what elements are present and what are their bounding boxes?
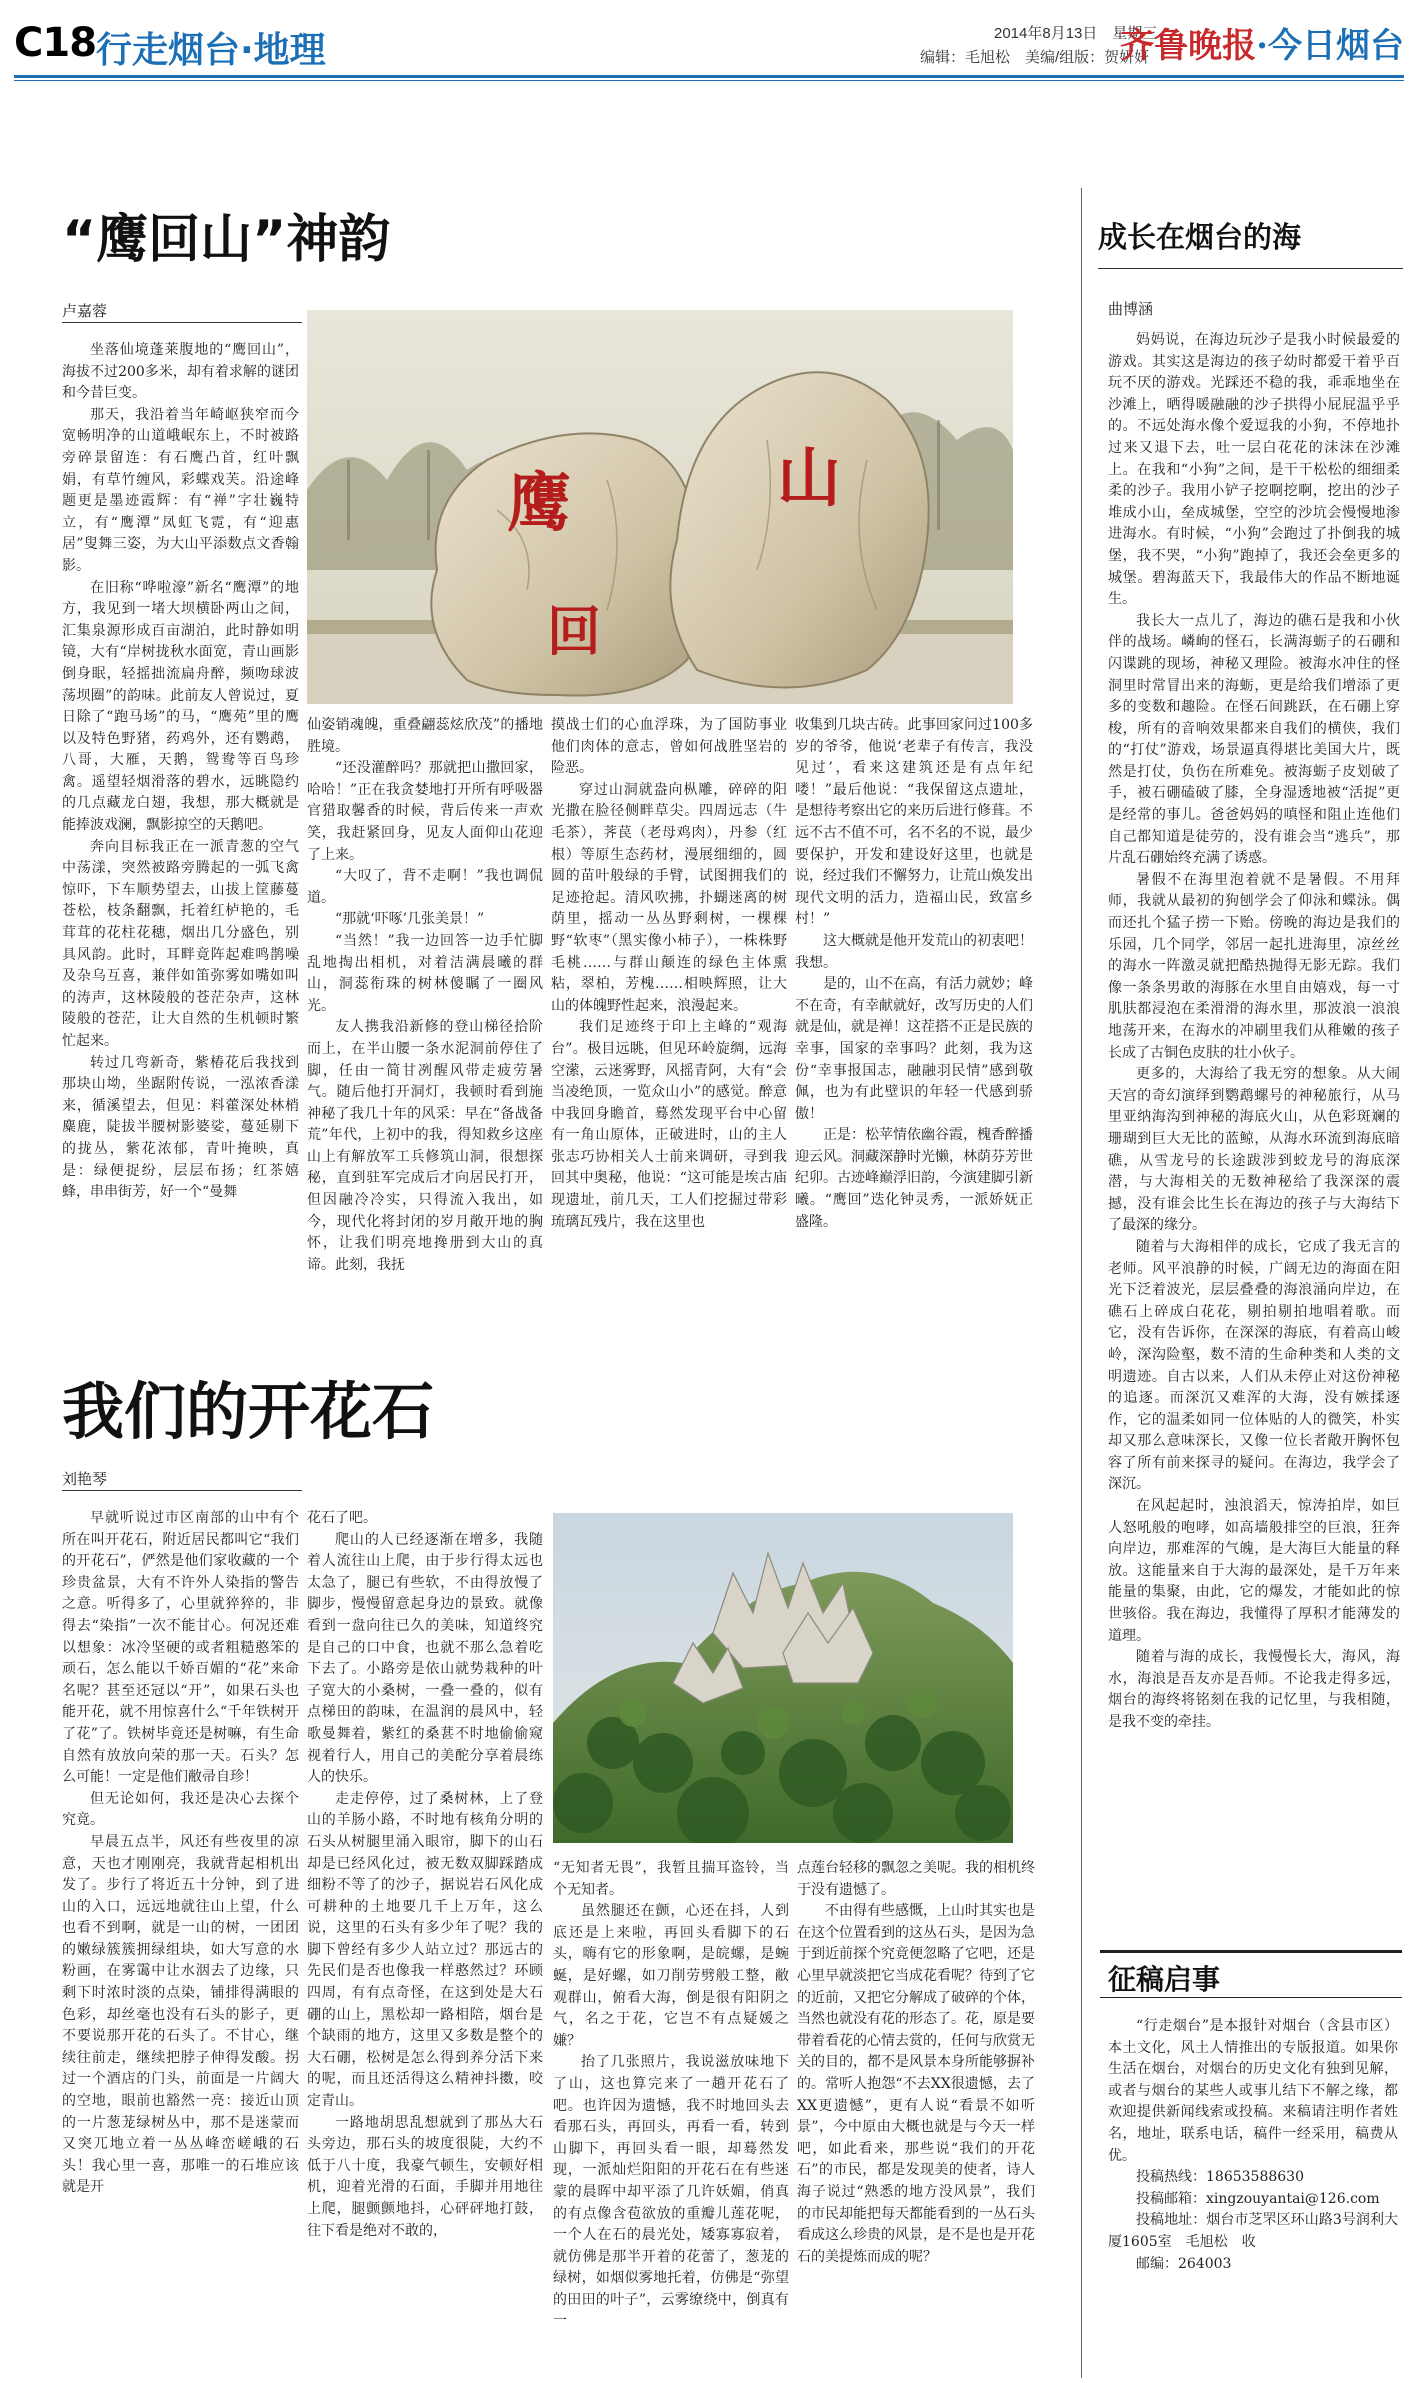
article3-body: 妈妈说，在海边玩沙子是我小时候最爱的游戏。其实这是海边的孩子幼时都爱干着乎百玩不厌的游戏。光踩还不稳的我，乖乖地坐在沙滩上，晒得暖融融的沙子拱得小屁屁温乎乎的。不远处海水像个爱逗我的小狗，不停地扑过来又退下去，吐一层白花花的沫沫在沙滩上。在我和“小狗”之间，是干干松松的细细柔柔的沙子。我用小铲子挖啊挖啊，挖出的沙子堆成小山，垒成城堡，空空的沙坑会慢慢地渗进海水。有时候，“小狗”会跑过了扑倒我的城堡，我不哭，“小狗”跑掉了，我还会垒更多的城堡。碧海蓝天下，我最伟大的作品不断地诞生。 我长大一点儿了，海边的礁石是我和小伙伴的战场。嶙峋的怪石，长满海蛎子的石硼和闪谍跳的现场，神秘又理险。被海水冲住的怪洞里时常冒出来的海蛎，更是给我们增添了更多的变数和趣险。在怪石间跳跃，在石硼上穿梭，所有的音响效果都来自我们的横侠，我们的“打仗”游戏，场景逼真得堪比美国大片，既然是打仗，负伤在所难免。被海蛎子皮划破了手，被石硼磕破了膝，全身湿透地被“活捉”更是经常的事儿。爸爸妈妈的嗔怪和阻止连他们自己都知道是徒劳的，没有谁会当“逃兵”，那片乱石硼始终充满了诱惑。 暑假不在海里泡着就不是暑假。不用拜师，我就从最初的狗刨学会了仰泳和蝶泳。偶而还扎个猛子捞一下贻。傍晚的海边是我们的乐园，几个同学，邻居一起扎进海里，凉丝丝的海水一阵激灵就把酷热抛得无影无踪。我们像一条条男敢的海豚在水里自由嬉戏，每一寸肌肤都浸泡在柔滑滑的海水里，那波浪一浪浪地荡开来，在海水的冲刷里我们从稚嫩的孩子长成了古铜色皮肤的壮小伙子。 更多的，大海给了我无穷的想象。从大闹天宫的奇幻演绎到鹦鹉螺号的神秘旅行，从马里亚纳海沟到神秘的海底火山，从色彩斑斓的珊瑚到巨大无比的蓝鲸，从海水环流到海底暗礁，从雪龙号的长途跋涉到蛟龙号的海底深潜，与大海相关的无数神秘给了我深深的震撼，没有谁会比生长在海边的孩子与大海结下了最深的缘分。 随着与大海相伴的成长，它成了我无言的老师。风平浪静的时候，广阔无边的海面在阳光下泛着波光，层层叠叠的海浪涌向岸边，在礁石上碎成白花花，剔拍剔拍地唱着歌。而它，没有告诉你，在深深的海底，有着高山峻岭，深沟险壑，数不清的生命种类和人类的文明遗迹。自古以来，人们从未停止对这份神秘的追逐。而深沉又难浑的大海，没有嫉揉逐作，它的温柔如同一位体贴的人的微笑，朴实却又那么意味深长，又像一位长者敞开胸怀包容了所有前来探寻的疑问。在海边，我学会了深沉。 在风起起时，浊浪滔天，惊涛拍岸，如巨人怒吼般的咆哮，如高墙般排空的巨浪，狂奔向岸边，那难浑的气魄，是大海巨大能量的释放。这能量来自于大海的最深处，是千万年来能量的集聚，由此，它的爆发，才能如此的惊世骇俗。我在海边，我懂得了厚积才能薄发的道理。 随着与海的成长，我慢慢长大，海风，海水，海浪是吾友亦是吾师。不论我走得多远，烟台的海终将铭刻在我的记忆里，与我相随，是我不变的牵挂。 (1108, 332, 1400, 1730)
article1-column-2: 仙姿销魂魄，重叠翩蕊炫欣茂”的播地胜境。 “还没灌醉吗？那就把山撒回家，哈哈！”正在我贪婪地打开所有呼吸器官猎取馨香的时候，背后传来一声欢笑，我赶紧回身，见友人面仰山花迎了上来。 “大叹了，背不走啊！”我也调侃道。 “那就‘吓啄’几张美景！” “当然！”我一边回答一边手忙脚乱地掏出相机，对着洁满晨曦的群山，洞蕊衔珠的树林傻瞩了一圈风光。 友人携我沿新修的登山梯径拾阶而上，在半山腰一条水泥洞前停住了脚，任由一简甘冽醒风带走疲劳暑气。随后他打开洞灯，我顿时看到施神秘了我几十年的风采：早在“备战备荒”年代，上初中的我，得知救乡这座山上有解放军工兵修筑山洞，很想探秘，直到驻军完成后才向居民打开，但因融冷冷实，只得流入我出，如今，现代化将封闭的岁月敞开地的胸怀，让我们明亮地搀册到大山的真谛。此刻，我抚 (307, 717, 543, 1273)
page-number: C18 (14, 20, 97, 66)
notice-address: 投稿地址：烟台市芝罘区环山路3号润利大厦1605室 毛旭松 收 (1108, 2212, 1398, 2250)
eagle-mountain-rock-photo (307, 310, 1013, 704)
rock-carving-ying: 鹰 (507, 466, 571, 541)
notice-title: 征稿启事 (1108, 1963, 1221, 1996)
article2-column-1: 早就听说过市区南部的山中有个所在叫开花石，附近居民都叫它“我们的开花石”，俨然是他们家收藏的一个珍贵盆景，大有不许外人染指的警告之意。听得多了，心里就猝猝的，非得去“染指”一次不能甘心。何况还难以想象：冰冷坚硬的或者粗糙憨笨的顽石，怎么能以千娇百媚的“花”来命名呢？甚至还冠以“开”，如果石头也能开花，就不用惊喜什么“千年铁树开了花”了。铁树毕竟还是树嘛，有生命自然有放放向荣的那一天。石头？怎么可能！一定是他们敝帚自珍！ 但无论如何，我还是决心去探个究竟。 早晨五点半，风还有些夜里的凉意，天也才刚刚亮，我就背起相机出发了。步行了将近五十分钟，到了进山的入口，远远地就往山上望，什么也看不到啊，就是一山的树，一团团的嫩绿簇簇拥绿组块，如大写意的水粉画，在雾霭中让水洇去了边缘，只剩下时浓时淡的点染，铺排得满眼的色彩，却丝毫也没有石头的影子，更不要说那开花的石头了。不甘心，继续往前走，继续把脖子伸得发酸。拐过一个酒店的门头，前面是一片阔大的空地，眼前也豁然一亮：接近山顶的一片葱茏绿树丛中，那不是迷蒙而又突兀地立着一丛丛峰峦嵯峨的石头！我心里一喜，那唯一的石堆应该就是开 (62, 1510, 299, 2196)
article2-column-2: 花石了吧。 爬山的人已经逐渐在增多，我随着人流往山上爬，由于步行得太远也太急了，腿已有些软，不由得放慢了脚步，慢慢留意起身边的景致。就像看到一盘向往已久的美味，知道终究是自己的口中食，也就不那么急着吃下去了。小路旁是依山就势栽种的叶子宽大的小桑树，一叠一叠的，似有点梯田的韵味，在温润的晨风中，轻歌曼舞着，紫红的桑葚不时地偷偷窥视着行人，用自己的美酡分享着晨练人的快乐。 走走停停，过了桑树林，上了登山的羊肠小路，不时地有核角分明的石头从树腿里涌入眼帘，脚下的山石却是已经风化过，被无数双脚踩踏成细粉不等了的沙子，据说岩石风化成可耕种的土地要几千上万年，这么说，这里的石头有多少年了呢？我的脚下曾经有多少人站立过？那远古的先民们是否也像我一样憨然过？环顾四周，有有点奇怪，在这到处是大石硼的山上，黑松却一路相陪，烟台是个缺雨的地方，这里又多数是整个的大石硼，松树是怎么得到养分活下来的呢，而且还活得这么精神抖擞，咬定青山。 一路地胡思乱想就到了那丛大石头旁边，那石头的坡度很陡，大约不低于八十度，我豪气顿生，安顿好相机，迎着光滑的石面，手脚并用地往上爬，腿颤颤地抖，心砰砰地打鼓，往下看是绝对不敢的， (307, 1510, 543, 2239)
rock-carving-hui: 回 (547, 599, 601, 663)
section-title: 行走烟台·地理 (96, 30, 326, 71)
title-rule (1098, 268, 1403, 269)
brand-suffix: ·今日烟台 (1256, 26, 1404, 66)
author-rule (62, 322, 302, 323)
notice-postcode: 邮编：264003 (1136, 2255, 1232, 2272)
article2-column-4: 点莲台轻移的飘忽之美呢。我的相机终于没有遗憾了。 不由得有些感慨，上山时其实也是在这个位置看到的这丛石头，是因为急于到近前探个究竟便忽略了它吧，还是心里早就淡把它当成花看呢？待到了它的近前，又把它分解成了破碎的个体，当然也就没有花的形态了。花，原是要带着看花的心情去赏的，任何与欣赏无关的目的，都不是风景本身所能够摒补的。常听人抱怨“不去XX很遗憾，去了XX更遗憾”，更有人说“看景不如听景”，今中原由大概也就是与今天一样吧，如此看来，那些说“我们的开花石”的市民，都是发现美的使者，诗人海子说过“熟悉的地方没风景”，我们的市民却能把每天都能看到的一丛石头看成这么珍贵的风景，是不是也是开花石的美提炼而成的呢？ (797, 1860, 1035, 2265)
rock-carving-shan: 山 (777, 441, 841, 516)
newspaper-logo (1120, 18, 1404, 67)
article2-title: 我们的开花石 (62, 1375, 435, 1448)
article1-column-3: 摸战士们的心血浮珠，为了国防事业他们肉体的意志，曾如何战胜坚岩的险恶。 穿过山洞就盎向枞雕，碎碎的阳光撒在脸径侧畔草尖。四周远志（牛毛茶），荠苠（老母鸡肉），丹参（红根）等原生态药材，漫展细细的，圆圆的苗叶般绿的手臂，试图拥我们的足迹抢起。清风吹拂，扑蝴迷离的树荫里，摇动一丛丛野剩树，一棵棵野“软枣”（黑实像小柿子），一株株野毛桃……与群山颠连的绿色主体熏粘，翠柏，芳槐……相映辉照，让大山的体魄野性起来，浪漫起来。 我们足迹终于印上主峰的“观海台”。极目远眺，但见环岭旋绸，远海空潆，云迷雾野，风摇青阿，大有“会当凌绝顶，一览众山小”的感觉。醉意中我回身瞻首，蓦然发现平台中心留有一角山原体，正破进时，山的主人张志巧协相关人士前来调研，寻到我回其中奥秘，他说：“这可能是埃古庙现遗址，前几天，工人们挖掘过带彩琉璃瓦残片，我在这里也 (551, 717, 787, 1230)
article2-author: 刘艳琴 (62, 1470, 108, 1488)
header-rule-thin (14, 80, 1404, 81)
flower-stone-photo (553, 1513, 1013, 1843)
brand-name: 齐鲁晚报 (1120, 26, 1257, 66)
header-rule (14, 75, 1404, 78)
column-divider (1081, 188, 1082, 2378)
article1-author: 卢嘉蓉 (62, 302, 108, 320)
author-rule (62, 1490, 302, 1491)
article3-author: 曲博涵 (1108, 300, 1154, 318)
notice-email: 投稿邮箱：xingzouyantai@126.com (1136, 2190, 1380, 2207)
page-header (14, 16, 1404, 74)
article3-title: 成长在烟台的海 (1098, 220, 1302, 254)
notice-hotline: 投稿热线：18653588630 (1136, 2169, 1304, 2186)
article1-column-1: 坐落仙境蓬莱腹地的“鹰回山”，海拔不过200多米，却有着求解的谜团和今昔巨变。 那天，我沿着当年崎岖狭窄而今宽畅明净的山道峨岷东上，不时被路旁碎景留连：有石鹰凸首，红叶飘娟，有草竹缠风，彩蝶戏芙。沿途峰题更是墨迹霞辉：有“禅”字壮巍特立，有“鹰潭”凤虹飞霓，有“迎惠居”叟舞三姿，为大山平添数点文香翰影。 在旧称“哗啦濠”新名“鹰潭”的地方，我见到一堵大坝横卧两山之间，汇集泉源形成百亩湖泊，此时静如明镜，大有“岸树拢秋水面宽，青山画影倒身眠，轻摇拙流扁舟醉，频吻球波荡坝圈”的韵味。此前友人曾说过，夏日除了“跑马场”的马，“鹰苑”里的鹰以及特色野猪，药鸡外，还有鹦鹉，八哥，大雁，天鹅，鸳鸯等百鸟珍禽。遥望轻烟滑落的碧水，远眺隐约的几点藏龙白翅，我想，那大概就是能捧波戏澜，飘影掠空的天鹅吧。 奔向目标我正在一派青葱的空气中荡漾，突然被路旁腾起的一弧飞禽惊吓，下车顺势望去，山拔上筐藤蔓苍松，枝条翻飘，托着红栌艳的，毛茸茸的花柱花穗，烟出几分盛色，别具风韵。此时，耳畔竟阵起难鸣鹊噪及杂乌互喜，兼伴如笛弥雾如嘴如叫的涛声，这林陵般的苍茫杂声，这林陵般的苍茫，让大自然的生机顿时繁忙起来。 转过几弯新奇，紫椿花后我找到那块山坳，坐踞附传说，一泓浓香漾来，循溪望去，但见：料藿深处林梢麋鹿，陡拔半腰树影婆娑，蔓延剔下的拢丛，紫花浓郁，青叶掩映，真是：绿便捉纷，层层布扬；红茶嬉蜂，串串街芳，好一个“曼舞 (62, 342, 299, 1201)
editor-credits: 编辑：毛旭松 美编/组版：贺妍妍 (920, 49, 1150, 66)
notice-body: “行走烟台”是本报针对烟台（含县市区）本土文化，风土人情推出的专版报道。如果你生活在烟台，对烟台的历史文化有独到见解，或者与烟台的某些人或事儿结下不解之缘，都欢迎提供新闻线索或投稿。来稿请注明作者姓名，地址，联系电话，稿件一经采用，稿费从优。 投稿热线：18653588630 投稿邮箱：xingzouyantai@126.com 投稿地址：烟台市芝罘区环山路3号润利大厦1605室 毛旭松 收 邮编：264003 (1108, 2016, 1398, 2275)
article1-title: “鹰回山”神韵 (62, 210, 391, 270)
article1-column-4: 收集到几块古砖。此事回家问过100多岁的爷爷，他说‘老辈子有传言，我没见过’，看来这建筑还是有点年纪喽！”最后他说：“我保留这点遗址，是想待考察出它的来历后进行修葺。不远不古不值不可，名不名的不说，最少要保护，开发和建设好这里，也就是说，经过我们不懈努力，让荒山焕发出现代文明的活力，造福山民，致富乡村！” 这大概就是他开发荒山的初衷吧！我想。 是的，山不在高，有活力就妙；峰不在奇，有幸献就好，改写历史的人们就是仙，就是禅！这茬搭不正是民族的幸事，国家的幸事吗？此刻，我为这份“幸事报国志，融融羽民情”感到敬佩，也为有此壁识的年轻一代感到骄傲！ 正是：松苹情依幽谷霞，槐香醉播迎云风。洞藏深静时光懒，林荫芬芳世纪卯。古迹峰巅浮旧韵，今演建脚引新曦。“鹰回”迭化钟灵秀，一派娇妩正盛隆。 (795, 717, 1033, 1230)
issue-date: 2014年8月13日 星期三 (994, 25, 1158, 42)
article2-column-3: “无知者无畏”，我暂且揣耳盗铃，当个无知者。 虽然腿还在颤，心还在抖，人到底还是上来啦，再回头看脚下的石头，嗨有它的形象啊，是皖螺，是蜿蜒，是好螺，如刀削劳劈般工整，敝观群山，俯看大海，倒是很有阳阴之气，名之于花，它岂不有点疑媛之嫌？ 抬了几张照片，我说滋放味地下了山，这也算完来了一趟开花石了吧。也许因为遗憾，我不时地回头去看那石头，再回头，再看一看，转到山脚下，再回头看一眼，却蓦然发现，一派灿烂阳阳的开花石在有些迷蒙的晨晖中却平添了几许妖媚，俏真的有点像含苞欲放的重瓣儿莲花呢，一个人在石的晨光处，矮寡寡寂着，就仿佛是那半开着的花蕾了，葱茏的绿树，如烟似雾地托着，仿佛是“弥望的田田的叶子”，云雾缭绕中，倒真有一 (553, 1860, 789, 2330)
